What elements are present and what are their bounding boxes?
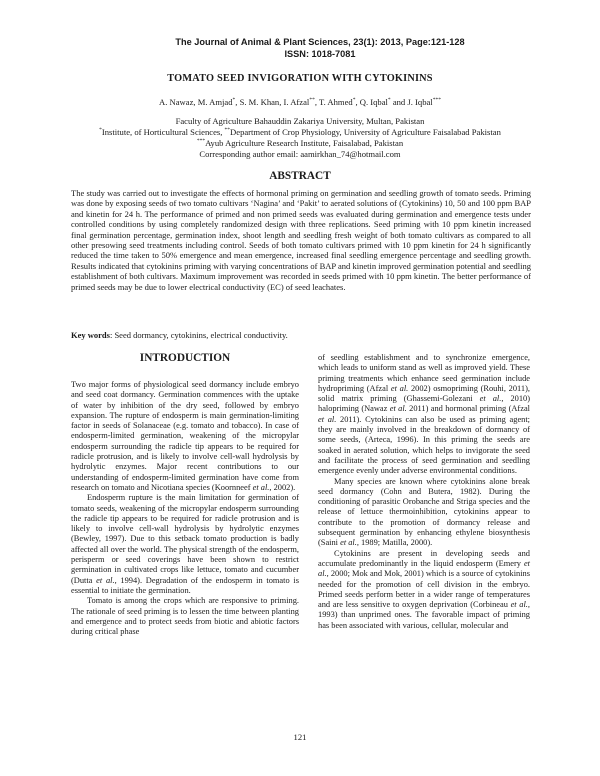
introduction-heading: INTRODUCTION: [139, 352, 231, 364]
affiliation-line-1: Faculty of Agriculture Bahauddin Zakariya University, Multan, Pakistan: [175, 116, 425, 126]
left-column: [71, 380, 299, 637]
author-name: Q. Iqbal: [359, 97, 388, 107]
intro-paragraph-3: Tomato is among the crops which are responsive to priming. The rationale of seed priming is to lessen the time between planting and emergence and to protect seeds from biotic and abiotic factors during critical phase: [71, 596, 299, 637]
author-name: A. Nawaz: [159, 97, 194, 107]
intro-paragraph-2: Endosperm rupture is the main limitation for germination of tomato seeds, weakening of the micropylar endosperm surrounding the radicle tip appears to be required for radicle protrusion and is likely to involve cell-wall hydrolysis by hydrolytic enzymes (Bewley, 1997). Due to this setback tomato production is badly affected all over the world. The physical strength of the endosperm, perisperm or seed coverings have been shown to restrict germination in cultivated crops like lettuce, tomato and cucumber (Dutta et al., 1994). Degradation of the endosperm in tomato is essential to initiate the germination.: [71, 493, 299, 595]
paper-title: TOMATO SEED INVIGORATION WITH CYTOKININS: [167, 73, 433, 84]
intro-paragraph-5: Many species are known where cytokinins alone break seed dormancy (Cohn and Butera, 1982). During the conditioning of parasitic Orobanche and Striga species and the release of lettuce thermoinhibition, cytokinins appear to contribute to the promotion of dormancy release and subsequent germination by enhancing ethylene biosynthesis (Saini et al., 1989; Matilla, 2000).: [318, 476, 530, 548]
affiliation-line-2: *Institute, of Horticultural Sciences, **Department of Crop Physiology, University of Agriculture Faisalabad Pakistan: [99, 127, 501, 137]
issn-line: ISSN: 1018-7081: [284, 49, 356, 59]
journal-citation: The Journal of Animal & Plant Sciences, 23(1): 2013, Page:121-128: [175, 37, 465, 47]
abstract-body: The study was carried out to investigate the effects of hormonal priming on germination and seedling growth of tomato seeds. Priming was done by exposing seeds of two tomato cultivars ‘Nagina’ and ‘Pakit’ to aerated solutions of (Cytokinins) 10, 50 and 100 ppm BAP and kinetin for 24 h. The performance of primed and non primed seeds was evaluated during germination and emergence tests under controlled conditions by using completely randomized design with three replications. Seed priming with 10 ppm kinetin increased final germination percentage, germination index, shoot length and seedling fresh weight of both tomato cultivars as compared to all other presowing seed treatments including control. Seeds of both tomato cultivars primed with 10 ppm kinetin for 24 h significantly reduced the time taken to 50% emergence and mean emergence, increased final seedling emergence percentage and seedling growth. Results indicated that cytokinins priming with varying concentrations of BAP and kinetin improved germination potential and seedling establishment of both cultivars. Maximum improvement was recorded in seeds primed with 10 ppm kinetin. The better performance of primed seeds may be due to lower electrical conductivity (EC) of seed leachates.: [71, 188, 531, 292]
author-affiliation-mark: *: [232, 97, 236, 104]
author-name: S. M. Khan: [239, 97, 280, 107]
intro-paragraph-1: Two major forms of physiological seed dormancy include embryo and seed coat dormancy. Germination commences with the uptake of water by inhibition of the dry seed, followed by embryo expansion. The rupture of endosperm is main germination-limiting factor in seeds of Solanaceae (e.g. tomato and tobacco). In case of endosperm-limited germination, weakening of the micropylar endosperm surrounding the radicle tip appears to be required for radicle protrusion, and is likely to involve cell-wall hydrolysis by hydrolytic enzymes. Major recent contributions to our understanding of endosperm-limited germination have come from research on tomato and Nicotiana species (Koornneef et al., 2002).: [71, 380, 299, 492]
author-name: T. Ahmed: [318, 97, 353, 107]
affiliation-line-3: ***Ayub Agriculture Research Institute, Faisalabad, Pakistan: [196, 138, 404, 148]
corresponding-email: Corresponding author email: aamirkhan_74@hotmail.com: [199, 149, 401, 159]
right-column: [318, 353, 530, 631]
keywords: Key words: Seed dormancy, cytokinins, electrical conductivity.: [71, 330, 288, 340]
author-name: M. Amjad: [197, 97, 233, 107]
abstract-heading: ABSTRACT: [269, 170, 331, 182]
author-name: I. Afzal: [283, 97, 310, 107]
author-affiliation-mark: ***: [432, 97, 441, 104]
author-affiliation-mark: *: [352, 97, 356, 104]
author-affiliation-mark: *: [387, 97, 391, 104]
author-name: J. Iqbal: [407, 97, 433, 107]
author-list: A. Nawaz, M. Amjad*, S. M. Khan, I. Afzal**, T. Ahmed*, Q. Iqbal* and J. Iqbal***: [159, 97, 441, 107]
author-affiliation-mark: **: [309, 97, 315, 104]
page-number: 121: [293, 732, 307, 742]
intro-paragraph-6: Cytokinins are present in developing seeds and accumulate predominantly in the liquid endosperm (Emery et al., 2000; Mok and Mok, 2001) which is a source of cytokinins needed for the promotion of cell division in the embryo. Primed seeds perform better in a wider range of temperatures and are less sensitive to oxygen deprivation (Corbineau et al., 1993) than unprimed ones. The favorable impact of priming has been associated with various, cellular, molecular and: [318, 548, 530, 630]
intro-paragraph-4: of seedling establishment and to synchronize emergence, which leads to uniform stand as well as improved yield. These priming treatments which enhance seed germination include hydropriming (Afzal et al. 2002) osmopriming (Rouhi, 2011), solid matrix priming (Ghassemi-Golezani et al., 2010) halopriming (Nawaz et al. 2011) and hormonal priming (Afzal et al. 2011). Cytokinins can also be used as priming agent; they are mainly involved in the breakdown of dormancy of some seeds, (Arteca, 1996). In this priming the seeds are soaked in aerated solution, which helps to invigorate the seed and facilitate the process of seed germination and seedling emergence evenly under adverse environmental conditions.: [318, 353, 531, 476]
